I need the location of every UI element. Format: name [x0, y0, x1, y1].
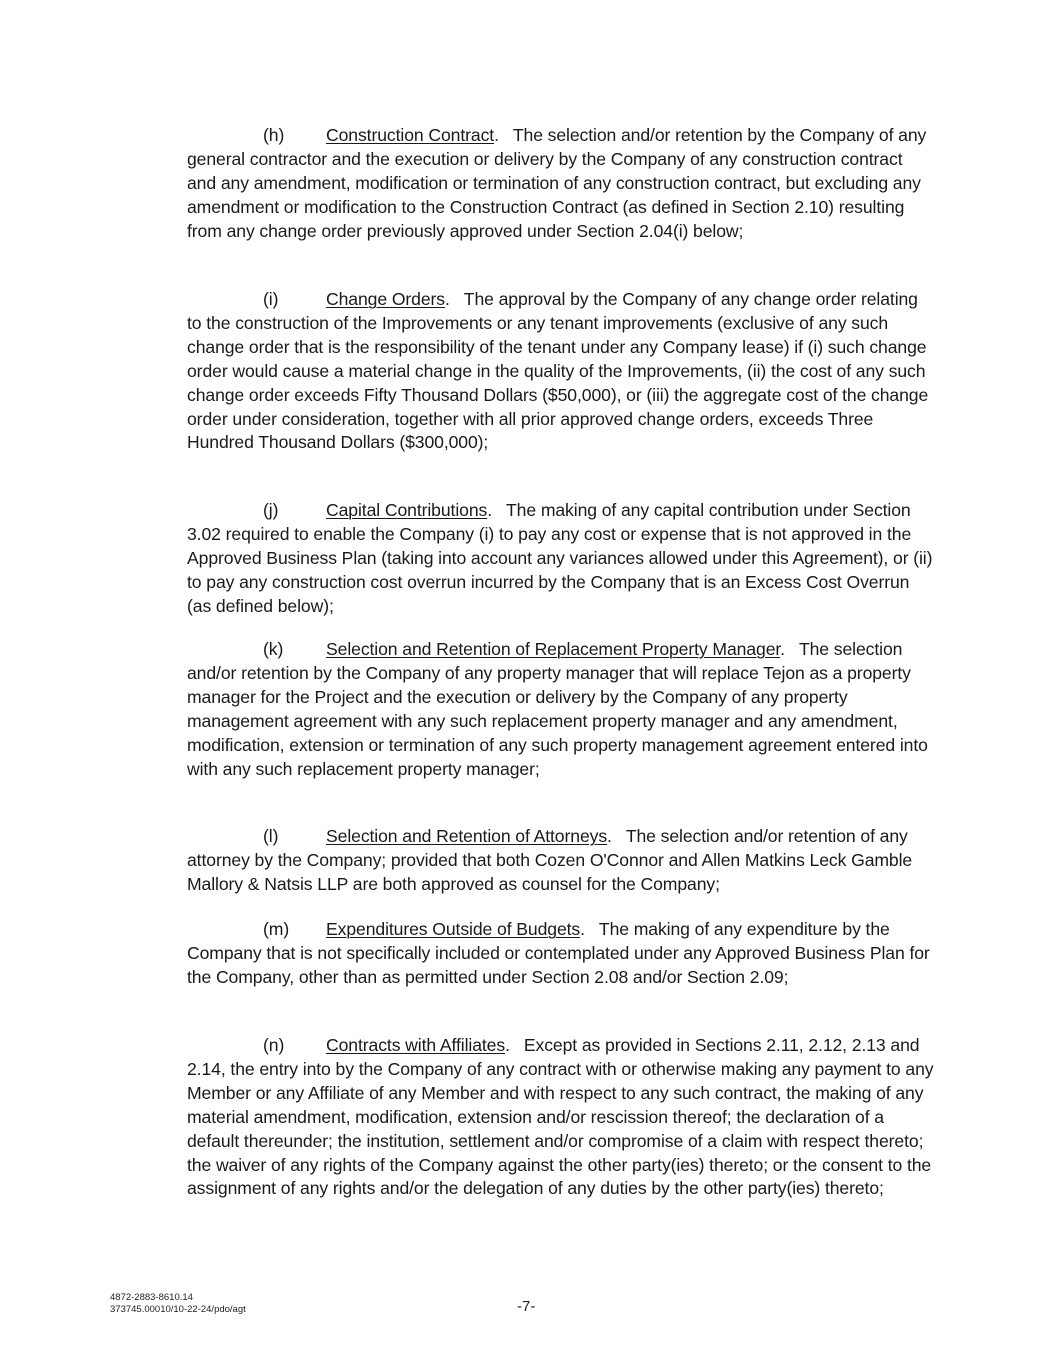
section-heading: Capital Contributions: [326, 500, 488, 520]
section-text: The selection and/or retention by the Company of any general contractor and the execution or delivery by the Company of any construction contract and any amendment, modification or termination of any construction contract, but excluding any amendment or modification to the Construction Contract (as defined in Section 2.10) resulting from any change order previously approved under Section 2.04(i) below;: [187, 125, 927, 241]
section-m: (m) Expenditures Outside of Budgets. The making of any expenditure by the Company that is not specifically included or contemplated under any Approved Business Plan for the Company, other than as permitted under Section 2.08 and/or Section 2.09;: [187, 919, 930, 987]
section-label: (j): [263, 500, 279, 520]
section-text: Except as provided in Sections 2.11, 2.12, 2.13 and 2.14, the entry into by the Company of any contract with or otherwise making any payment to any Member or any Affiliate of any Member and with respect to any such contract, the making of any material amendment, modification, extension and/or rescission thereof; the declaration of a default thereunder; the institution, settlement and/or compromise of a claim with respect thereto; the waiver of any rights of the Company against the other party(ies) thereto; or the consent to the assignment of any rights and/or the delegation of any duties by the other party(ies) thereto;: [187, 1035, 934, 1199]
section-i: (i) Change Orders. The approval by the Company of any change order relating to the construction of the Improvements or any tenant improvements (exclusive of any such change order that is the responsibility of the tenant under any Company lease) if (i) such change order would cause a material change in the quality of the Improvements, (ii) the cost of any such change order exceeds Fifty Thousand Dollars ($50,000), or (iii) the aggregate cost of the change order under consideration, together with all prior approved change orders, exceeds Three Hundred Thousand Dollars ($300,000);: [187, 289, 929, 453]
section-label: (l): [263, 826, 279, 846]
page-number: -7-: [517, 1298, 536, 1315]
section-label: (i): [263, 289, 279, 309]
section-j: (j) Capital Contributions. The making of any capital contribution under Section 3.02 required to enable the Company (i) to pay any cost or expense that is not approved in the Approved Business Plan (taking into account any variances allowed under this Agreement), or (ii) to pay any construction cost overrun incurred by the Company that is an Excess Cost Overrun (as defined below);: [187, 500, 933, 616]
section-label: (k): [263, 639, 284, 659]
section-n: (n) Contracts with Affiliates. Except as provided in Sections 2.11, 2.12, 2.13 and 2.14, the entry into by the Company of any contract with or otherwise making any payment to any Member or any Affiliate of any Member and with respect to any such contract, the making of any material amendment, modification, extension and/or rescission thereof; the declaration of a default thereunder; the institution, settlement and/or compromise of a claim with respect thereto; the waiver of any rights of the Company against the other party(ies) thereto; or the consent to the assignment of any rights and/or the delegation of any duties by the other party(ies) thereto;: [187, 1035, 934, 1199]
section-l: (l) Selection and Retention of Attorneys. The selection and/or retention of any attorney by the Company; provided that both Cozen O'Connor and Allen Matkins Leck Gamble Mallory & Natsis LLP are both approved as counsel for the Company;: [187, 826, 913, 894]
section-text: The making of any expenditure by the Company that is not specifically included or contemplated under any Approved Business Plan for the Company, other than as permitted under Section 2.08 and/or Section 2.09;: [187, 919, 930, 987]
section-heading: Expenditures Outside of Budgets: [326, 919, 581, 939]
section-label: (h): [263, 125, 285, 145]
section-label: (n): [263, 1035, 285, 1055]
footer-matter-id: 373745.00010/10-22-24/pdo/agt: [110, 1304, 246, 1315]
section-heading: Change Orders: [326, 289, 445, 309]
section-heading: Contracts with Affiliates: [326, 1035, 506, 1055]
section-heading: Selection and Retention of Attorneys: [326, 826, 608, 846]
section-text: The making of any capital contribution under Section 3.02 required to enable the Company (i) to pay any cost or expense that is not approved in the Approved Business Plan (taking into account any variances allowed under this Agreement), or (ii) to pay any construction cost overrun incurred by the Company that is an Excess Cost Overrun (as defined below);: [187, 500, 933, 616]
section-label: (m): [263, 919, 290, 939]
section-text: The selection and/or retention of any attorney by the Company; provided that both Cozen O'Connor and Allen Matkins Leck Gamble Mallory & Natsis LLP are both approved as counsel for the Company;: [187, 826, 913, 894]
section-text: The selection and/or retention by the Company of any property manager that will replace Tejon as a property manager for the Project and the execution or delivery by the Company of any property management agreement with any such replacement property manager and any amendment, modification, extension or termination of any such property management agreement entered into with any such replacement property manager;: [187, 639, 928, 779]
footer-doc-id: 4872-2883-8610.14: [110, 1292, 193, 1303]
section-h: (h) Construction Contract. The selection and/or retention by the Company of any general contractor and the execution or delivery by the Company of any construction contract and any amendment, modification or termination of any construction contract, but excluding any amendment or modification to the Construction Contract (as defined in Section 2.10) resulting from any change order previously approved under Section 2.04(i) below;: [187, 125, 927, 241]
section-heading: Selection and Retention of Replacement Property Manager: [326, 639, 781, 659]
section-text: The approval by the Company of any change order relating to the construction of the Improvements or any tenant improvements (exclusive of any such change order that is the responsibility of the tenant under any Company lease) if (i) such change order would cause a material change in the quality of the Improvements, (ii) the cost of any such change order exceeds Fifty Thousand Dollars ($50,000), or (iii) the aggregate cost of the change order under consideration, together with all prior approved change orders, exceeds Three Hundred Thousand Dollars ($300,000);: [187, 289, 929, 453]
section-k: (k) Selection and Retention of Replacement Property Manager. The selection and/or retention by the Company of any property manager that will replace Tejon as a property manager for the Project and the execution or delivery by the Company of any property management agreement with any such replacement property manager and any amendment, modification, extension or termination of any such property management agreement entered into with any such replacement property manager;: [187, 639, 928, 779]
section-heading: Construction Contract: [326, 125, 495, 145]
footer-document-ids: [110, 1292, 246, 1316]
